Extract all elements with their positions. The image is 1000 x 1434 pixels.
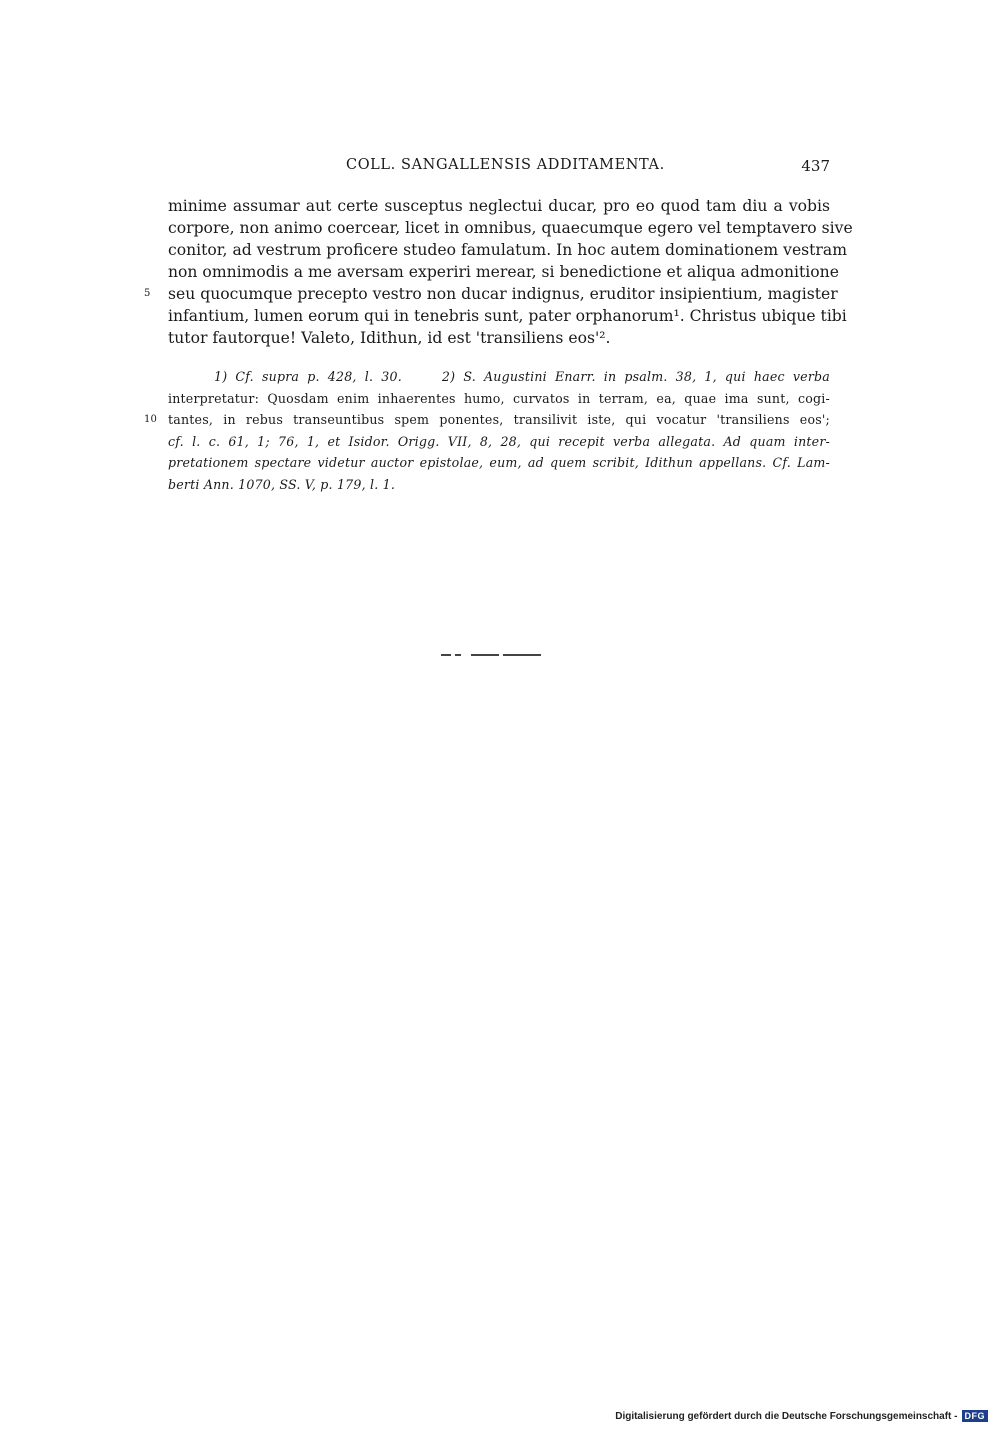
footnote-line — [144, 409, 830, 431]
footnote-line — [168, 388, 830, 410]
footnote-line — [168, 431, 830, 453]
end-ornament — [441, 654, 541, 657]
line-number: 5 — [144, 288, 151, 299]
page-number: 437 — [801, 157, 830, 175]
text-line — [168, 239, 847, 261]
page-header — [168, 157, 830, 179]
footnote-line — [168, 474, 830, 496]
footnote-text: pretationem spectare videtur auctor epistolae, eum, ad quem scribit, Idithun appellans. Cf. Lam- — [168, 455, 830, 470]
line-text: infantium, lumen eorum qui in tenebris sunt, pater orphanorum¹. Christus ubique tibi — [168, 307, 847, 325]
footnote-text: tantes, in rebus transeuntibus spem ponentes, transilivit iste, qui vocatur 'transiliens eos'; — [168, 412, 830, 427]
text-line — [168, 261, 839, 283]
dfg-logo: DFG — [962, 1410, 989, 1422]
text-line — [144, 283, 838, 305]
line-text: corpore, non animo coercear, licet in omnibus, quaecumque egero vel temptavero sive — [168, 219, 853, 237]
line-text: tutor fautorque! Valeto, Idithun, id est 'transiliens eos'². — [168, 329, 611, 347]
line-number: 10 — [144, 414, 158, 425]
body-text — [144, 195, 853, 349]
line-text: minime assumar aut certe susceptus neglectui ducar, pro eo quod tam diu a vobis — [168, 197, 830, 215]
footnote-line — [168, 452, 830, 474]
text-line — [168, 305, 847, 327]
footnote-text: interpretatur: Quosdam enim inhaerentes humo, curvatos in terram, ea, quae ima sunt, cogi- — [168, 390, 830, 406]
text-line — [168, 327, 830, 349]
line-text: conitor, ad vestrum proficere studeo famulatum. In hoc autem dominationem vestram — [168, 241, 847, 259]
line-text: seu quocumque precepto vestro non ducar indignus, eruditor insipientium, magister — [168, 285, 838, 303]
footnote-1: 1) Cf. supra p. 428, l. 30. — [214, 369, 402, 384]
footnote-2: 2) S. Augustini Enarr. in psalm. 38, 1, qui haec verba — [441, 369, 831, 384]
digitization-credit — [615, 1410, 988, 1422]
running-title: COLL. SANGALLENSIS ADDITAMENTA. — [346, 157, 665, 173]
footnote-line — [168, 366, 830, 388]
credit-text: Digitalisierung gefördert durch die Deutsche Forschungsgemeinschaft - — [615, 1410, 958, 1422]
footnotes — [144, 366, 831, 495]
text-line — [168, 195, 830, 217]
text-line — [168, 217, 853, 239]
footnote-text: berti Ann. 1070, SS. V, p. 179, l. 1. — [168, 476, 396, 492]
line-text: non omnimodis a me aversam experiri merear, si benedictione et aliqua admonitione — [168, 263, 839, 281]
footnote-text: cf. l. c. 61, 1; 76, 1, et Isidor. Origg. VII, 8, 28, qui recepit verba allegata. Ad quam inter- — [168, 433, 830, 449]
